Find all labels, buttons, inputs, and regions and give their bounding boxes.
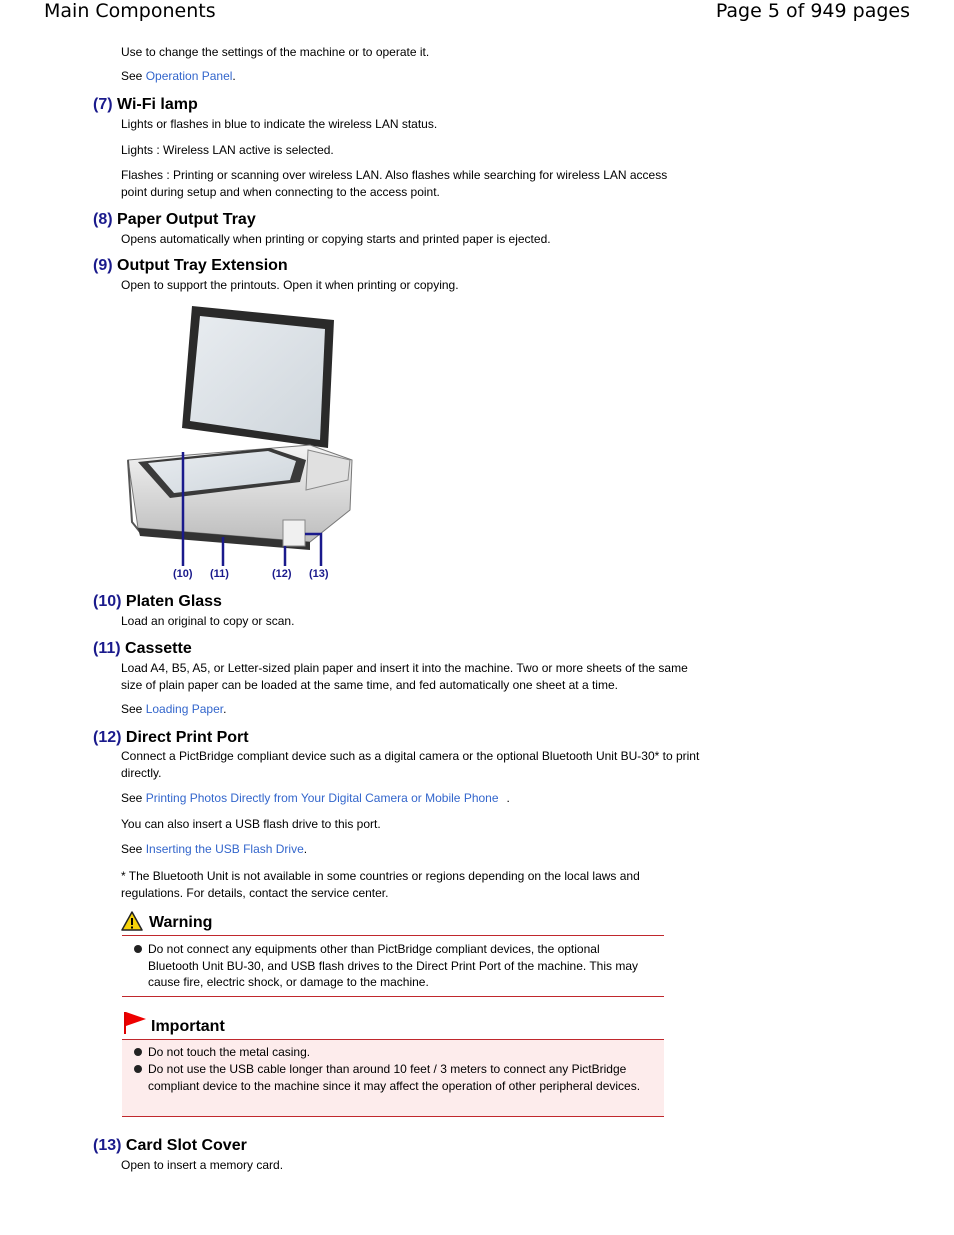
bullet-icon — [134, 1048, 142, 1056]
warning-title: Warning — [149, 914, 213, 931]
figure-label-13: (13) — [309, 568, 329, 580]
page-indicator: Page 5 of 949 pages — [715, 0, 910, 22]
cassette-description: Load A4, B5, A5, or Letter-sized plain paper and insert it into the machine. Two or more sheets of the same size of plain paper can be loaded at the same time, and fed automatically one sheet at a time. — [121, 661, 688, 692]
bluetooth-note: * The Bluetooth Unit is not available in some countries or regions depending on the local laws and regulations. For details, contact the service center. — [121, 869, 640, 900]
intro-see: See Operation Panel. — [121, 69, 236, 83]
flag-icon — [123, 1011, 147, 1035]
warning-icon — [121, 911, 143, 931]
bullet-icon — [134, 1065, 142, 1073]
heading-cassette: (11) Cassette — [93, 640, 192, 657]
lid-underside — [190, 316, 325, 440]
heading-direct-print-port: (12) Direct Print Port — [93, 729, 249, 746]
paper-output-tray-description: Opens automatically when printing or copying starts and printed paper is ejected. — [121, 232, 551, 246]
operation-panel-link[interactable]: Operation Panel — [145, 69, 233, 83]
figure-label-11: (11) — [210, 568, 229, 580]
direct-print-see-1: See Printing Photos Directly from Your Digital Camera or Mobile Phone . — [121, 791, 510, 805]
heading-output-tray-extension: (9) Output Tray Extension — [93, 257, 288, 274]
platen-glass-description: Load an original to copy or scan. — [121, 614, 295, 628]
usb-flash-drive-text: You can also insert a USB flash drive to this port. — [121, 817, 381, 831]
important-item-1: Do not touch the metal casing. — [134, 1044, 654, 1061]
printer-drawing — [120, 300, 360, 585]
intro-text: Use to change the settings of the machine or to operate it. — [121, 45, 430, 59]
cassette-see: See Loading Paper. — [121, 702, 227, 716]
direct-print-see-2: See Inserting the USB Flash Drive. — [121, 842, 308, 856]
figure-label-10: (10) — [173, 568, 193, 580]
wifi-lamp-lights: Lights : Wireless LAN active is selected. — [121, 143, 334, 157]
document-title: Main Components — [44, 0, 216, 22]
heading-platen-glass: (10) Platen Glass — [93, 593, 222, 610]
heading-wifi-lamp: (7) Wi-Fi lamp — [93, 96, 198, 113]
printer-illustration — [120, 300, 360, 585]
heading-card-slot-cover: (13) Card Slot Cover — [93, 1137, 247, 1154]
output-tray-extension-description: Open to support the printouts. Open it when printing or copying. — [121, 278, 459, 292]
wifi-lamp-flashes: Flashes : Printing or scanning over wireless LAN. Also flashes while searching for wireless LAN access point during setup and when connecting to the access point. — [121, 168, 668, 199]
inserting-usb-flash-drive-link[interactable]: Inserting the USB Flash Drive — [145, 842, 304, 856]
printing-photos-directly-link[interactable]: Printing Photos Directly from Your Digital Camera or Mobile Phone — [145, 791, 499, 805]
bullet-icon — [134, 945, 142, 953]
wifi-lamp-description: Lights or flashes in blue to indicate the wireless LAN status. — [121, 117, 438, 131]
important-title: Important — [151, 1018, 225, 1035]
loading-paper-link[interactable]: Loading Paper — [145, 702, 224, 716]
important-item-2: Do not use the USB cable longer than around 10 feet / 3 meters to connect any PictBridge compliant device to the machine since it may affect the operation of other peripheral devices. — [134, 1061, 644, 1094]
direct-print-port-description: Connect a PictBridge compliant device such as a digital camera or the optional Bluetooth Unit BU-30* to print directly. — [121, 749, 700, 780]
card-slot-cover-description: Open to insert a memory card. — [121, 1158, 284, 1172]
heading-paper-output-tray: (8) Paper Output Tray — [93, 211, 256, 228]
figure-label-12: (12) — [272, 568, 292, 580]
warning-item: Do not connect any equipments other than PictBridge compliant devices, the optional Bluetooth Unit BU-30, and USB flash drives to the Direct Print Port of the machine. This may cause fire, electric shock, or damage to the machine. — [134, 941, 644, 991]
